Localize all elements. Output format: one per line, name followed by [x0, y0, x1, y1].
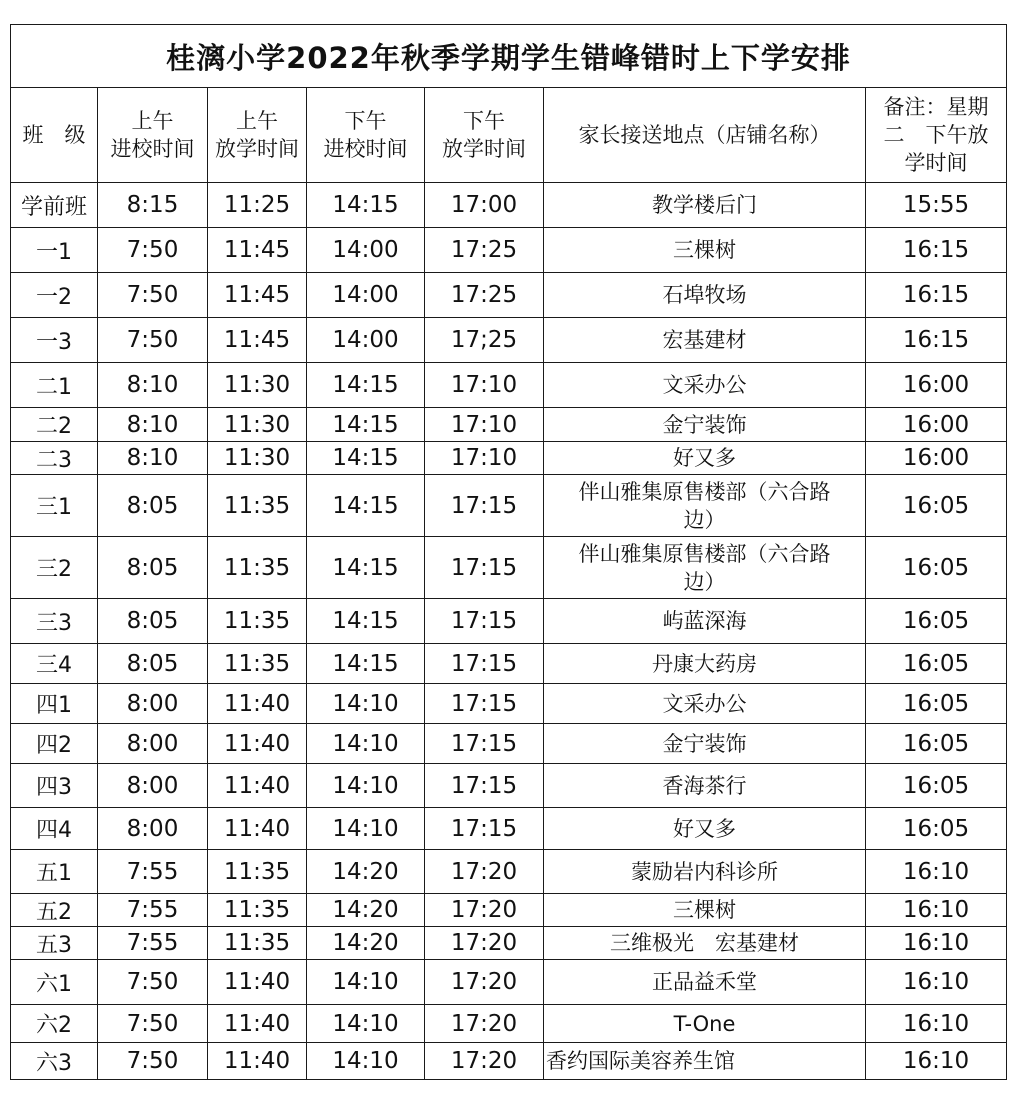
cell-pm-in: 14:15	[307, 408, 425, 442]
cell-note: 16:05	[866, 475, 1007, 537]
cell-location	[544, 1005, 866, 1043]
cell-location-line: 文采办公	[662, 691, 747, 716]
cell-note: 15:55	[866, 183, 1007, 228]
cell-location	[544, 684, 866, 724]
cell-location-line: 正品益禾堂	[652, 970, 757, 994]
cell-am-in: 7:50	[98, 960, 208, 1005]
cell-location-line: T-One	[673, 1011, 736, 1036]
cell-pm-in: 14:20	[307, 927, 425, 960]
cell-pm-out: 17:15	[425, 684, 544, 724]
table-row	[11, 808, 1007, 850]
table-row	[11, 442, 1007, 475]
cell-pm-in: 14:15	[307, 475, 425, 537]
cell-location	[544, 183, 866, 228]
cell-am-out: 11:30	[208, 408, 307, 442]
schedule-table	[10, 24, 1007, 1080]
table-row	[11, 408, 1007, 442]
cell-location-line: 香海茶行	[662, 773, 747, 798]
cell-pm-in: 14:10	[307, 808, 425, 850]
table-row	[11, 764, 1007, 808]
table-row	[11, 183, 1007, 228]
cell-location	[544, 808, 866, 850]
cell-class: 五2	[11, 894, 98, 927]
cell-note: 16:05	[866, 684, 1007, 724]
cell-am-out: 11:35	[208, 927, 307, 960]
cell-pm-out: 17:10	[425, 442, 544, 475]
cell-location	[544, 894, 866, 927]
cell-location-line: 丹康大药房	[652, 651, 757, 676]
header-pm-in	[307, 88, 425, 183]
cell-note: 16:10	[866, 927, 1007, 960]
cell-am-out: 11:40	[208, 684, 307, 724]
cell-class: 三2	[11, 537, 98, 599]
cell-pm-out: 17:15	[425, 537, 544, 599]
cell-pm-out: 17:00	[425, 183, 544, 228]
cell-location-line: 蒙励岩内科诊所	[631, 859, 778, 884]
cell-am-out: 11:30	[208, 442, 307, 475]
header-am-in-line-2: 进校时间	[110, 137, 195, 161]
cell-am-out: 11:25	[208, 183, 307, 228]
table-row	[11, 318, 1007, 363]
cell-note: 16:15	[866, 273, 1007, 318]
cell-location	[544, 363, 866, 408]
cell-am-out: 11:40	[208, 808, 307, 850]
cell-pm-in: 14:15	[307, 183, 425, 228]
cell-pm-out: 17:10	[425, 363, 544, 408]
cell-location	[544, 599, 866, 644]
cell-am-out: 11:40	[208, 724, 307, 764]
cell-class: 六2	[11, 1005, 98, 1043]
cell-am-in: 7:55	[98, 927, 208, 960]
cell-am-in: 8:00	[98, 808, 208, 850]
cell-pm-in: 14:15	[307, 599, 425, 644]
cell-class: 五1	[11, 850, 98, 894]
cell-location-line: 好又多	[673, 446, 736, 470]
table-row	[11, 850, 1007, 894]
cell-note: 16:05	[866, 644, 1007, 684]
table-row	[11, 228, 1007, 273]
cell-pm-out: 17:15	[425, 764, 544, 808]
cell-location	[544, 318, 866, 363]
cell-location	[544, 475, 866, 537]
cell-location-line: 香约国际美容养生馆	[546, 1049, 735, 1073]
cell-location	[544, 960, 866, 1005]
cell-pm-in: 14:15	[307, 363, 425, 408]
header-am-out-line-1: 上午	[236, 109, 278, 133]
header-note-line-3: 学时间	[904, 151, 968, 175]
cell-note: 16:00	[866, 363, 1007, 408]
cell-class: 二1	[11, 363, 98, 408]
cell-note: 16:10	[866, 1043, 1007, 1080]
cell-note: 16:15	[866, 228, 1007, 273]
header-note-line-2: 二 下午放	[883, 123, 989, 147]
cell-location	[544, 228, 866, 273]
cell-am-in: 8:05	[98, 599, 208, 644]
cell-am-in: 8:10	[98, 363, 208, 408]
cell-location-line: 金宁装饰	[662, 731, 747, 756]
cell-am-in: 8:10	[98, 442, 208, 475]
cell-am-in: 7:50	[98, 273, 208, 318]
cell-pm-in: 14:15	[307, 537, 425, 599]
table-row	[11, 273, 1007, 318]
cell-pm-out: 17:20	[425, 1043, 544, 1080]
cell-class: 一1	[11, 228, 98, 273]
cell-pm-out: 17:15	[425, 599, 544, 644]
cell-am-in: 7:50	[98, 1043, 208, 1080]
cell-class: 六3	[11, 1043, 98, 1080]
cell-am-in: 7:55	[98, 850, 208, 894]
cell-note: 16:10	[866, 850, 1007, 894]
cell-pm-in: 14:10	[307, 1043, 425, 1080]
cell-location	[544, 764, 866, 808]
cell-location-line: 屿蓝深海	[662, 609, 747, 633]
cell-am-out: 11:35	[208, 894, 307, 927]
table-row	[11, 960, 1007, 1005]
cell-am-in: 7:55	[98, 894, 208, 927]
cell-pm-out: 17:15	[425, 808, 544, 850]
header-location: 家长接送地点（店铺名称）	[544, 88, 866, 183]
cell-am-out: 11:35	[208, 537, 307, 599]
cell-pm-in: 14:15	[307, 644, 425, 684]
cell-pm-in: 14:20	[307, 850, 425, 894]
cell-pm-in: 14:10	[307, 764, 425, 808]
cell-class: 四3	[11, 764, 98, 808]
cell-am-in: 7:50	[98, 228, 208, 273]
cell-note: 16:05	[866, 764, 1007, 808]
cell-location-line: 边）	[683, 507, 726, 532]
cell-location-line: 三棵树	[673, 898, 736, 922]
cell-pm-in: 14:10	[307, 1005, 425, 1043]
cell-pm-out: 17:25	[425, 228, 544, 273]
cell-class: 四1	[11, 684, 98, 724]
cell-note: 16:05	[866, 808, 1007, 850]
schedule-body	[11, 183, 1007, 1080]
cell-pm-in: 14:00	[307, 273, 425, 318]
header-class: 班 级	[11, 88, 98, 183]
cell-location-line: 伴山雅集原售楼部（六合路	[578, 479, 831, 504]
cell-am-out: 11:35	[208, 644, 307, 684]
cell-note: 16:00	[866, 408, 1007, 442]
cell-am-in: 8:05	[98, 475, 208, 537]
cell-pm-out: 17:25	[425, 273, 544, 318]
table-row	[11, 475, 1007, 537]
cell-location-line: 宏基建材	[662, 328, 747, 352]
table-row	[11, 363, 1007, 408]
cell-am-in: 8:05	[98, 537, 208, 599]
cell-am-in: 8:15	[98, 183, 208, 228]
cell-location	[544, 442, 866, 475]
cell-am-out: 11:30	[208, 363, 307, 408]
table-row	[11, 1043, 1007, 1080]
cell-am-out: 11:35	[208, 475, 307, 537]
header-am-in	[98, 88, 208, 183]
cell-pm-out: 17:20	[425, 1005, 544, 1043]
cell-pm-in: 14:10	[307, 960, 425, 1005]
table-row	[11, 644, 1007, 684]
cell-location-line: 教学楼后门	[652, 193, 757, 217]
table-row	[11, 927, 1007, 960]
cell-location-line: 文采办公	[662, 373, 747, 397]
cell-pm-out: 17:20	[425, 850, 544, 894]
cell-note: 16:00	[866, 442, 1007, 475]
cell-location-line: 金宁装饰	[662, 412, 747, 437]
cell-location-line: 石埠牧场	[662, 283, 747, 307]
header-note-line-1: 备注：星期	[883, 95, 989, 119]
cell-am-out: 11:40	[208, 1043, 307, 1080]
cell-am-out: 11:35	[208, 599, 307, 644]
cell-note: 16:05	[866, 724, 1007, 764]
header-row	[11, 88, 1007, 183]
cell-pm-out: 17:20	[425, 960, 544, 1005]
cell-class: 六1	[11, 960, 98, 1005]
cell-am-in: 8:00	[98, 684, 208, 724]
cell-pm-in: 14:20	[307, 894, 425, 927]
cell-class: 四4	[11, 808, 98, 850]
table-row	[11, 724, 1007, 764]
cell-class: 四2	[11, 724, 98, 764]
cell-pm-out: 17:20	[425, 894, 544, 927]
header-pm-out-line-1: 下午	[463, 109, 505, 133]
cell-pm-out: 17;25	[425, 318, 544, 363]
cell-am-out: 11:40	[208, 1005, 307, 1043]
cell-am-in: 7:50	[98, 318, 208, 363]
table-row	[11, 894, 1007, 927]
cell-am-out: 11:45	[208, 228, 307, 273]
table-row	[11, 599, 1007, 644]
cell-class: 五3	[11, 927, 98, 960]
cell-pm-in: 14:15	[307, 442, 425, 475]
cell-pm-in: 14:10	[307, 724, 425, 764]
cell-location-line: 边）	[683, 569, 726, 594]
cell-location	[544, 537, 866, 599]
cell-pm-out: 17:10	[425, 408, 544, 442]
table-row	[11, 537, 1007, 599]
cell-class: 一3	[11, 318, 98, 363]
cell-location-line: 好又多	[673, 816, 736, 841]
cell-class: 二3	[11, 442, 98, 475]
header-am-in-line-1: 上午	[131, 109, 174, 133]
cell-am-out: 11:45	[208, 273, 307, 318]
cell-location	[544, 927, 866, 960]
cell-class: 学前班	[11, 183, 98, 228]
cell-location-line: 三维极光 宏基建材	[610, 931, 799, 955]
cell-am-out: 11:45	[208, 318, 307, 363]
header-pm-in-line-2: 进校时间	[323, 137, 408, 161]
cell-location-line: 三棵树	[673, 238, 736, 262]
cell-pm-in: 14:00	[307, 318, 425, 363]
cell-pm-in: 14:00	[307, 228, 425, 273]
cell-note: 16:10	[866, 1005, 1007, 1043]
cell-am-out: 11:35	[208, 850, 307, 894]
cell-pm-out: 17:15	[425, 475, 544, 537]
table-row	[11, 1005, 1007, 1043]
cell-am-in: 8:00	[98, 724, 208, 764]
table-row	[11, 684, 1007, 724]
schedule-sheet	[10, 24, 1006, 1080]
header-note	[866, 88, 1007, 183]
page-title: 桂漓小学2022年秋季学期学生错峰错时上下学安排	[11, 25, 1007, 88]
cell-note: 16:05	[866, 537, 1007, 599]
cell-class: 二2	[11, 408, 98, 442]
cell-class: 三3	[11, 599, 98, 644]
cell-am-in: 8:00	[98, 764, 208, 808]
cell-pm-out: 17:15	[425, 724, 544, 764]
cell-location	[544, 273, 866, 318]
cell-location	[544, 1043, 866, 1080]
cell-location-line: 伴山雅集原售楼部（六合路	[578, 541, 831, 566]
cell-location	[544, 724, 866, 764]
cell-location	[544, 850, 866, 894]
header-pm-out	[425, 88, 544, 183]
header-am-out	[208, 88, 307, 183]
cell-note: 16:15	[866, 318, 1007, 363]
header-am-out-line-2: 放学时间	[215, 137, 299, 161]
cell-location	[544, 408, 866, 442]
cell-pm-out: 17:20	[425, 927, 544, 960]
cell-am-out: 11:40	[208, 960, 307, 1005]
cell-pm-out: 17:15	[425, 644, 544, 684]
cell-am-out: 11:40	[208, 764, 307, 808]
cell-location	[544, 644, 866, 684]
cell-class: 三4	[11, 644, 98, 684]
cell-note: 16:10	[866, 894, 1007, 927]
header-pm-in-line-1: 下午	[344, 109, 387, 133]
header-pm-out-line-2: 放学时间	[442, 137, 526, 161]
cell-note: 16:05	[866, 599, 1007, 644]
cell-am-in: 7:50	[98, 1005, 208, 1043]
cell-am-in: 8:05	[98, 644, 208, 684]
cell-class: 一2	[11, 273, 98, 318]
cell-class: 三1	[11, 475, 98, 537]
cell-pm-in: 14:10	[307, 684, 425, 724]
cell-am-in: 8:10	[98, 408, 208, 442]
cell-note: 16:10	[866, 960, 1007, 1005]
